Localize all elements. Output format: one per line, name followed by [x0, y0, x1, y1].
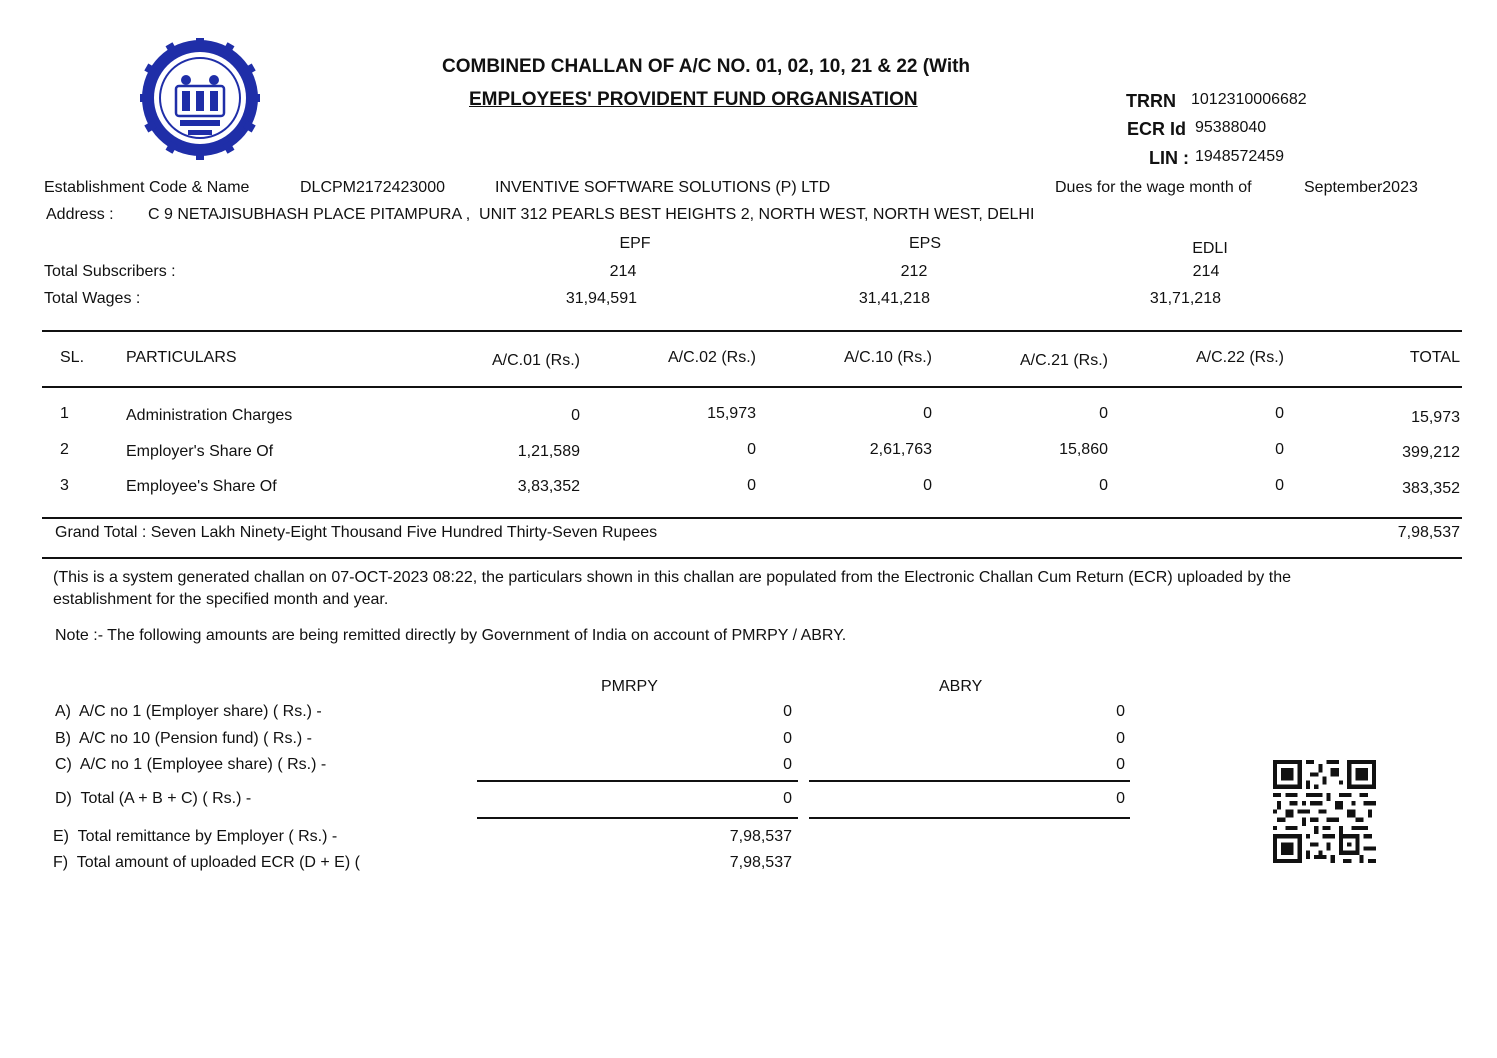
table-row-1-ac01: 0	[571, 407, 580, 424]
remit-row-b-abry: 0	[1116, 730, 1125, 747]
ecr-id-label: ECR Id	[1127, 119, 1187, 139]
header-ac22: A/C.22 (Rs.)	[1195, 349, 1284, 366]
trrn-value: 1012310006682	[1191, 91, 1307, 108]
abry-total-rule-bottom	[809, 817, 1130, 819]
table-row-1-sl: 1	[60, 405, 69, 422]
header-ac10: A/C.10 (Rs.)	[843, 349, 932, 366]
qr-code	[1273, 760, 1376, 863]
table-row-3-ac21: 0	[1099, 477, 1108, 494]
table-row-2-ac10: 2,61,763	[869, 441, 932, 458]
header-particulars: PARTICULARS	[126, 349, 237, 366]
pmrpy-total-rule-bottom	[477, 817, 798, 819]
dues-label: Dues for the wage month of	[1055, 179, 1252, 196]
ecr-id-value: 95388040	[1195, 119, 1267, 136]
address-label: Address :	[46, 206, 114, 223]
header-total: TOTAL	[1409, 349, 1460, 366]
establishment-label: Establishment Code & Name	[44, 179, 250, 196]
remit-total-pmrpy: 0	[783, 790, 792, 807]
employer-remittance-value: 7,98,537	[729, 828, 792, 845]
government-note: Note :- The following amounts are being remitted directly by Government of India on account of PMRPY / ABRY.	[55, 627, 847, 644]
pmrpy-total-rule-top	[477, 780, 798, 782]
remit-row-c-abry: 0	[1116, 756, 1125, 773]
eps-subscribers: 212	[900, 263, 928, 280]
header-ac21: A/C.21 (Rs.)	[1019, 352, 1108, 369]
wages-label: Total Wages :	[44, 290, 141, 307]
table-row-2-total: 399,212	[1402, 444, 1460, 461]
table-row-1-ac21: 0	[1099, 405, 1108, 422]
grand-total-value: 7,98,537	[1397, 524, 1460, 541]
lin-value: 1948572459	[1195, 148, 1284, 165]
uploaded-ecr-label: F) Total amount of uploaded ECR (D + E) (	[53, 854, 360, 871]
epf-wages: 31,94,591	[565, 290, 637, 307]
table-row-1-ac02: 15,973	[707, 405, 756, 422]
establishment-code: DLCPM2172423000	[300, 179, 445, 196]
table-row-3-particular: Employee's Share Of	[126, 478, 277, 495]
eps-header: EPS	[908, 235, 941, 252]
grand-total-bottom-rule	[42, 557, 1462, 559]
table-row-2-particular: Employer's Share Of	[126, 443, 274, 460]
edli-subscribers: 214	[1192, 263, 1220, 280]
pmrpy-header: PMRPY	[601, 678, 658, 695]
table-row-3-total: 383,352	[1402, 480, 1460, 497]
remit-row-b-pmrpy: 0	[783, 730, 792, 747]
epf-header: EPF	[619, 235, 651, 252]
table-row-1-particular: Administration Charges	[126, 407, 293, 424]
table-row-3-ac10: 0	[923, 477, 932, 494]
uploaded-ecr-value: 7,98,537	[729, 854, 792, 871]
table-row-1-ac22: 0	[1275, 405, 1284, 422]
challan-title: COMBINED CHALLAN OF A/C NO. 01, 02, 10, 21 & 22 (With	[442, 56, 971, 77]
system-note-line1: (This is a system generated challan on 07-OCT-2023 08:22, the particulars shown in this challan are populated from the Electronic Challan Cum Return (ECR) uploaded by the	[53, 569, 1291, 586]
table-row-3-ac01: 3,83,352	[517, 478, 580, 495]
remit-total-label: D) Total (A + B + C) ( Rs.) -	[55, 790, 252, 807]
table-row-2-sl: 2	[60, 441, 69, 458]
table-top-rule	[42, 330, 1462, 332]
establishment-name: INVENTIVE SOFTWARE SOLUTIONS (P) LTD	[495, 179, 831, 196]
table-row-1-total: 15,973	[1411, 409, 1460, 426]
address-value: C 9 NETAJISUBHASH PLACE PITAMPURA , UNIT 312 PEARLS BEST HEIGHTS 2, NORTH WEST, NORTH WEST, DELHI	[148, 206, 1035, 223]
table-header-rule	[42, 386, 1462, 388]
header-ac02: A/C.02 (Rs.)	[667, 349, 756, 366]
table-row-3-ac22: 0	[1275, 477, 1284, 494]
employer-remittance-label: E) Total remittance by Employer ( Rs.) -	[53, 828, 338, 845]
table-row-2-ac02: 0	[747, 441, 756, 458]
abry-header: ABRY	[939, 678, 983, 695]
table-row-2-ac22: 0	[1275, 441, 1284, 458]
grand-total-label: Grand Total : Seven Lakh Ninety-Eight Thousand Five Hundred Thirty-Seven Rupees	[55, 524, 658, 541]
remit-row-c-label: C) A/C no 1 (Employee share) ( Rs.) -	[55, 756, 327, 773]
lin-label: LIN :	[1149, 148, 1189, 168]
remit-row-c-pmrpy: 0	[783, 756, 792, 773]
epfo-logo	[140, 38, 260, 162]
eps-wages: 31,41,218	[858, 290, 930, 307]
table-row-3-sl: 3	[60, 477, 69, 494]
table-row-1-ac10: 0	[923, 405, 932, 422]
organisation-title: EMPLOYEES' PROVIDENT FUND ORGANISATION	[469, 89, 918, 110]
edli-header: EDLI	[1192, 240, 1228, 257]
remit-total-abry: 0	[1116, 790, 1125, 807]
header-ac01: A/C.01 (Rs.)	[491, 352, 580, 369]
table-row-3-ac02: 0	[747, 477, 756, 494]
grand-total-top-rule	[42, 517, 1462, 519]
edli-wages: 31,71,218	[1149, 290, 1221, 307]
epf-subscribers: 214	[609, 263, 637, 280]
remit-row-a-pmrpy: 0	[783, 703, 792, 720]
system-note-line2: establishment for the specified month and year.	[53, 591, 389, 608]
trrn-label: TRRN	[1126, 91, 1176, 111]
remit-row-a-label: A) A/C no 1 (Employer share) ( Rs.) -	[55, 703, 322, 720]
remit-row-a-abry: 0	[1116, 703, 1125, 720]
table-row-2-ac21: 15,860	[1059, 441, 1108, 458]
subscribers-label: Total Subscribers :	[44, 263, 176, 280]
table-row-2-ac01: 1,21,589	[517, 443, 580, 460]
abry-total-rule-top	[809, 780, 1130, 782]
remit-row-b-label: B) A/C no 10 (Pension fund) ( Rs.) -	[55, 730, 312, 747]
header-sl: SL.	[60, 349, 85, 366]
dues-month: September2023	[1304, 179, 1418, 196]
